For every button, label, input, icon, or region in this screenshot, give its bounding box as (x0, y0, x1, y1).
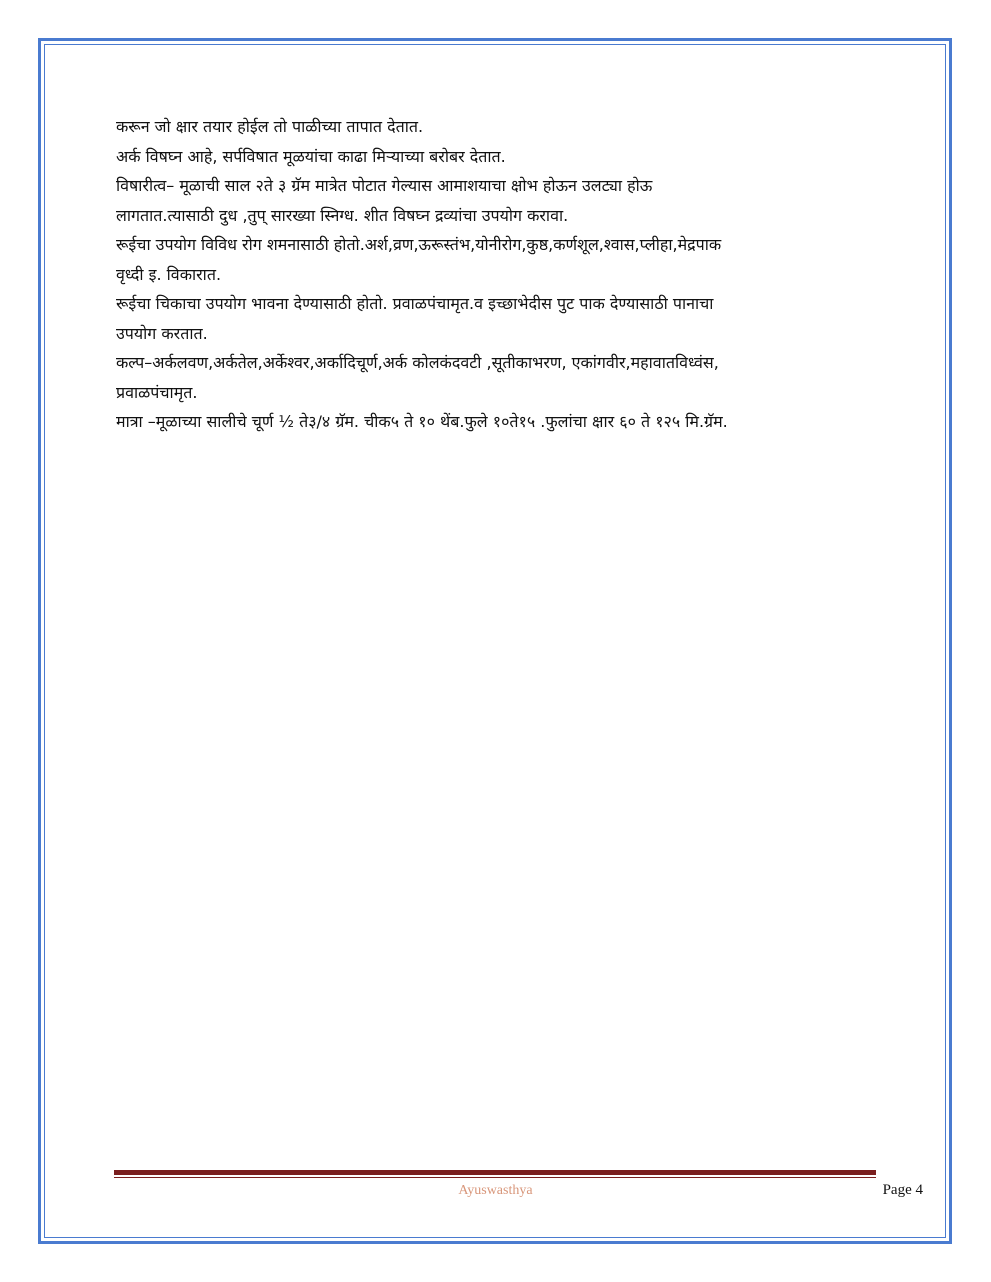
body-line: रूईचा चिकाचा उपयोग भावना देण्यासाठी होतो. प्रवाळपंचामृत.व इच्छाभेदीस पुट पाक देण्यासाठी पानाचा (116, 294, 714, 313)
body-line: प्रवाळपंचामृत. (116, 382, 198, 402)
body-line: लागतात.त्यासाठी दुध ,तुप् सारख्या स्निग्ध. शीत विषघ्न द्रव्यांचा उपयोग करावा. (116, 205, 569, 225)
footer-site-name: Ayuswasthya (458, 1183, 533, 1198)
body-line: मात्रा –मूळाच्या सालीचे चूर्ण ½ ते३/४ ग्रॅम. चीक५ ते १० थेंब.फुले १०ते१५ .फुलांचा क्षार ६० ते १२५ मि.ग्रॅम. (116, 412, 728, 431)
body-line: अर्क विषघ्न आहे, सर्पविषात मूळयांचा काढा मिऱ्याच्या बरोबर देतात. (116, 146, 506, 166)
document-body (116, 112, 886, 437)
body-line: उपयोग करतात. (116, 323, 208, 343)
footer-divider-thin (114, 1177, 876, 1178)
footer-divider-thick (114, 1170, 876, 1175)
body-line: करून जो क्षार तयार होईल तो पाळीच्या तापात देतात. (116, 117, 424, 136)
body-line: वृध्दी इ. विकारात. (116, 264, 222, 284)
body-line: रूईचा उपयोग विविध रोग शमनासाठी होतो.अर्श,व्रण,ऊरूस्तंभ,योनीरोग,कुष्ठ,कर्णशूल,श्वास,प्लीहा,मेद्रपाक (116, 235, 722, 254)
body-line: विषारीत्व– मूळाची साल २ते ३ ग्रॅम मात्रेत पोटात गेल्यास आमाशयाचा क्षोभ होऊन उलट्या होऊ (116, 176, 653, 195)
footer-page-number: Page 4 (882, 1182, 923, 1198)
body-line: कल्प–अर्कलवण,अर्कतेल,अर्केश्वर,अर्कादिचूर्ण,अर्क कोलकंदवटी ,सूतीकाभरण, एकांगवीर,महावातविध्वंस, (116, 353, 719, 372)
